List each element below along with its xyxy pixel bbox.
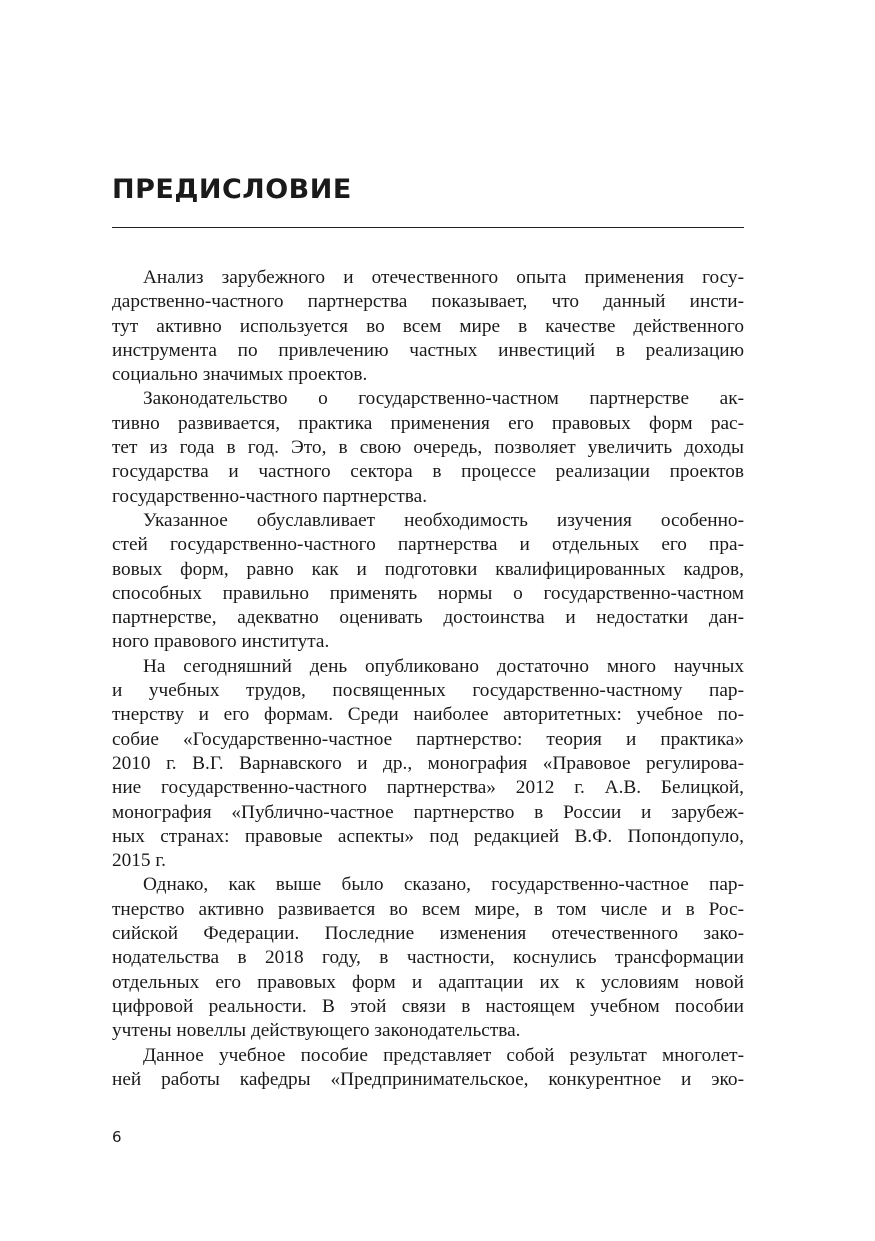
text-line: цифровой реальности. В этой связи в настоящем учебном пособии [112,995,744,1017]
text-line: партнерстве, адекватно оценивать достоинства и недостатки дан- [112,607,744,629]
text-line: и учебных трудов, посвященных государственно-частному пар- [112,680,744,702]
body-text [112,266,744,1092]
text-line: способных правильно применять нормы о государственно-частном [112,582,744,604]
text-line: Данное учебное пособие представляет собой результат многолет- [143,1044,744,1066]
text-line: тнерству и его формам. Среди наиболее авторитетных: учебное по- [112,704,744,726]
text-line: На сегодняшний день опубликовано достаточно много научных [143,655,744,677]
text-line: ние государственно-частного партнерства» 2012 г. А.В. Белицкой, [112,777,744,799]
heading-divider [112,227,744,228]
text-line: стей государственно-частного партнерства и отдельных его пра- [112,534,744,556]
text-line: тнерство активно развивается во всем мире, в том числе и в Рос- [112,898,744,920]
text-line: отдельных его правовых форм и адаптации их к условиям новой [112,971,744,993]
text-line: Указанное обуславливает необходимость изучения особенно- [143,509,744,531]
text-line: государства и частного сектора в процессе реализации проектов [112,461,744,483]
text-line: тивно развивается, практика применения его правовых форм рас- [112,412,744,434]
text-line: ней работы кафедры «Предпринимательское, конкурентное и эко- [112,1068,744,1090]
text-line: учтены новеллы действующего законодательства. [112,1020,521,1042]
text-line: 2015 г. [112,850,166,872]
text-line: государственно-частного партнерства. [112,485,428,507]
text-line: ного правового института. [112,631,330,653]
page-title: ПРЕДИСЛОВИЕ [112,174,352,205]
text-line: тут активно используется во всем мире в качестве действенного [112,315,744,337]
text-line: дарственно-частного партнерства показывает, что данный инсти- [112,291,744,313]
text-line: Однако, как выше было сказано, государственно-частное пар- [143,874,744,896]
text-line: 2010 г. В.Г. Варнавского и др., монография «Правовое регулирова- [112,752,744,774]
text-line: собие «Государственно-частное партнерство: теория и практика» [112,728,744,750]
text-line: ных странах: правовые аспекты» под редакцией В.Ф. Попондопуло, [112,825,744,847]
text-line: нодательства в 2018 году, в частности, коснулись трансформации [112,947,744,969]
text-line: инструмента по привлечению частных инвестиций в реализацию [112,339,744,361]
text-line: социально значимых проектов. [112,364,368,386]
text-line: сийской Федерации. Последние изменения отечественного зако- [112,923,744,945]
text-line: Анализ зарубежного и отечественного опыта применения госу- [143,267,744,288]
text-line: вовых форм, равно как и подготовки квалифицированных кадров, [112,558,744,580]
text-line: Законодательство о государственно-частном партнерстве ак- [143,388,744,410]
page-number: 6 [112,1128,122,1146]
text-line: монография «Публично-частное партнерство в России и зарубеж- [112,801,744,823]
text-line: тет из года в год. Это, в свою очередь, позволяет увеличить доходы [112,437,744,459]
